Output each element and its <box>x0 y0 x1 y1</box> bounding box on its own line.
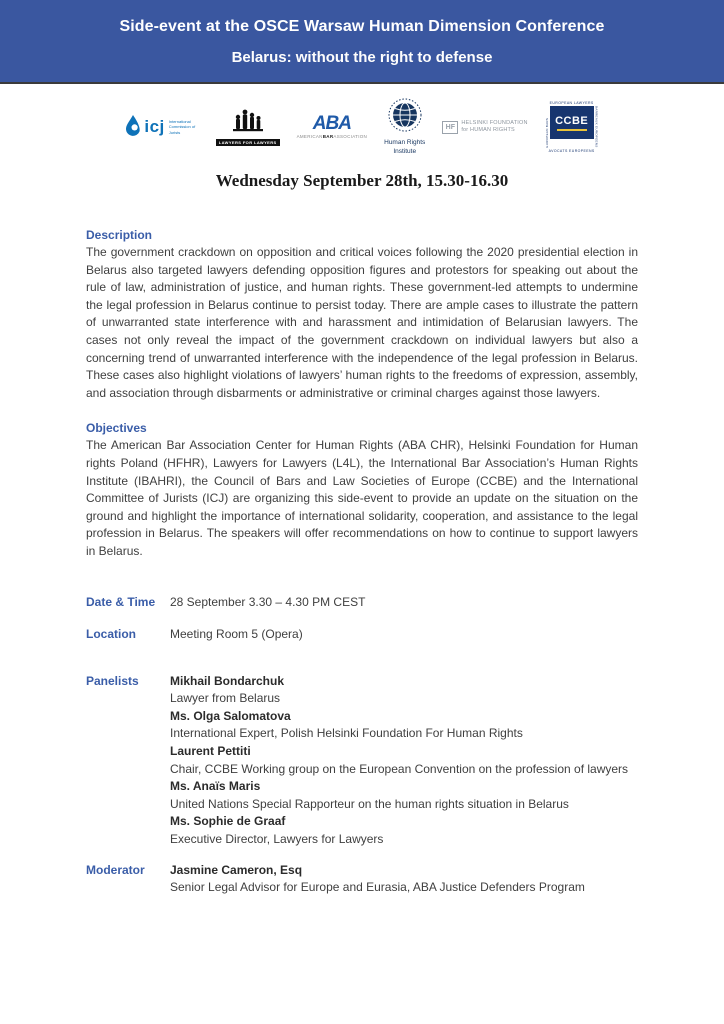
panelist-title: Lawyer from Belarus <box>170 691 281 706</box>
moderator-name: Jasmine Cameron, Esq <box>170 862 303 877</box>
ccbe-logo <box>545 101 599 153</box>
event-datetime: Wednesday September 28th, 15.30-16.30 <box>215 171 509 190</box>
description-body: The government crackdown on opposition and critical voices following the 2020 presidential election in Belarus also targeted lawyers defending opposition figures and protestors for speaking out about the rule of law, administration of justice, and human rights. These government-led attempts to undermine the legal profession in Belarus continue to persist today. There are ample cases to illustrate the pattern of unwarranted state interference with and harassment and intimidation of Belarusian lawyers. The cases not only reveal the impact of the government crackdown on individual lawyers but also a concerning trend of unwarranted interference with the independence of the legal profession in Belarus. These cases also highlight violations of lawyers’ human rights to the freedoms of expression, assembly, and association through disbarments or administrative or criminal charges against those lawyers. <box>86 245 638 400</box>
banner-subtitle: Belarus: without the right to defense <box>231 49 493 66</box>
panelist-name: Ms. Olga Salomatova <box>170 708 291 723</box>
panelist-title: International Expert, Polish Helsinki Foundation For Human Rights <box>170 726 523 741</box>
lawyers-for-lawyers-logo-text: LAWYERS FOR LAWYERS <box>216 139 280 147</box>
panelists-label: Panelists <box>86 673 139 688</box>
panelist-entry <box>170 813 638 848</box>
objectives-body: The American Bar Association Center for Human Rights (ABA CHR), Helsinki Foundation for Human rights Poland (HFHR), Lawyers for Lawyers (L4L), the International Bar Association’s Human Rights Institute (IBAHRI), the Council of Bars and Law Societies of Europe (CCBE) and the International Committee of Jurists (ICJ) are organizing this side-event to provide an update on the situation on the ground and highlight the importance of international solidarity, cooperation, and assistance to the legal profession in Belarus. The speakers will offer recommendations on how to continue to support lawyers in Belarus. <box>86 438 638 558</box>
objectives-section <box>86 421 638 560</box>
icj-drop-icon <box>125 114 140 141</box>
banner-title: Side-event at the OSCE Warsaw Human Dimension Conference <box>119 18 605 35</box>
moderator-row <box>86 862 638 897</box>
hfhr-logo-text: HELSINKI FOUNDATION for HUMAN RIGHTS <box>461 119 528 133</box>
aba-logo <box>297 115 368 138</box>
lawyers-for-lawyers-logo <box>216 108 280 147</box>
banner <box>0 0 724 84</box>
aba-logo-text: ABA <box>312 113 351 135</box>
ccbe-bottom-text: AVOCATS EUROPEENS <box>548 148 595 153</box>
panelist-name: Ms. Anaïs Maris <box>170 779 261 794</box>
location-label: Location <box>86 627 136 642</box>
ccbe-underline <box>557 129 587 131</box>
hfhr-monogram-icon: HF <box>442 121 458 134</box>
panelists-list <box>170 673 638 849</box>
iba-hri-logo-text: Human Rights Institute <box>384 139 426 155</box>
objectives-heading: Objectives <box>86 421 147 436</box>
date-time-label: Date & Time <box>86 594 156 609</box>
panelists-row <box>86 673 638 849</box>
panelist-title: Executive Director, Lawyers for Lawyers <box>170 832 384 847</box>
description-section <box>86 228 638 402</box>
globe-icon <box>388 98 422 137</box>
panelist-entry <box>170 708 638 743</box>
icj-logo-subtext: International Commission of Jurists <box>168 119 196 135</box>
icj-logo <box>125 114 198 141</box>
date-time-row <box>86 594 638 612</box>
date-time-value: 28 September 3.30 – 4.30 PM CEST <box>170 594 366 609</box>
moderator-title: Senior Legal Advisor for Europe and Eurasia, ABA Justice Defenders Program <box>170 880 585 895</box>
logo-row <box>0 100 724 154</box>
panelist-name: Ms. Sophie de Graaf <box>170 814 286 829</box>
location-row <box>86 626 638 644</box>
panelist-entry <box>170 743 638 778</box>
content <box>0 228 724 897</box>
panelist-name: Mikhail Bondarchuk <box>170 673 285 688</box>
panelist-name: Laurent Pettiti <box>170 744 251 759</box>
ccbe-top-text: EUROPEAN LAWYERS <box>549 101 594 106</box>
helsinki-foundation-logo <box>442 120 527 135</box>
moderator-entry <box>170 862 638 897</box>
location-value: Meeting Room 5 (Opera) <box>170 627 303 642</box>
panelist-entry <box>170 673 638 708</box>
people-silhouettes-icon <box>231 108 265 139</box>
moderator-label: Moderator <box>86 862 145 877</box>
ccbe-square-icon <box>550 106 594 139</box>
description-heading: Description <box>86 228 153 242</box>
panelist-title: Chair, CCBE Working group on the European Convention on the profession of lawyers <box>170 761 629 776</box>
iba-human-rights-institute-logo <box>384 98 425 155</box>
ccbe-left-text: EUROPEAN BARS <box>544 118 549 148</box>
aba-logo-subtext: AMERICANBARASSOCIATION <box>296 133 368 139</box>
panelist-title: United Nations Special Rapporteur on the human rights situation in Belarus <box>170 796 569 811</box>
panelist-entry <box>170 778 638 813</box>
icj-logo-text: icj <box>144 117 165 136</box>
ccbe-right-text: BARREAUX EUROPEENS <box>594 106 599 148</box>
ccbe-logo-text: CCBE <box>555 114 589 127</box>
